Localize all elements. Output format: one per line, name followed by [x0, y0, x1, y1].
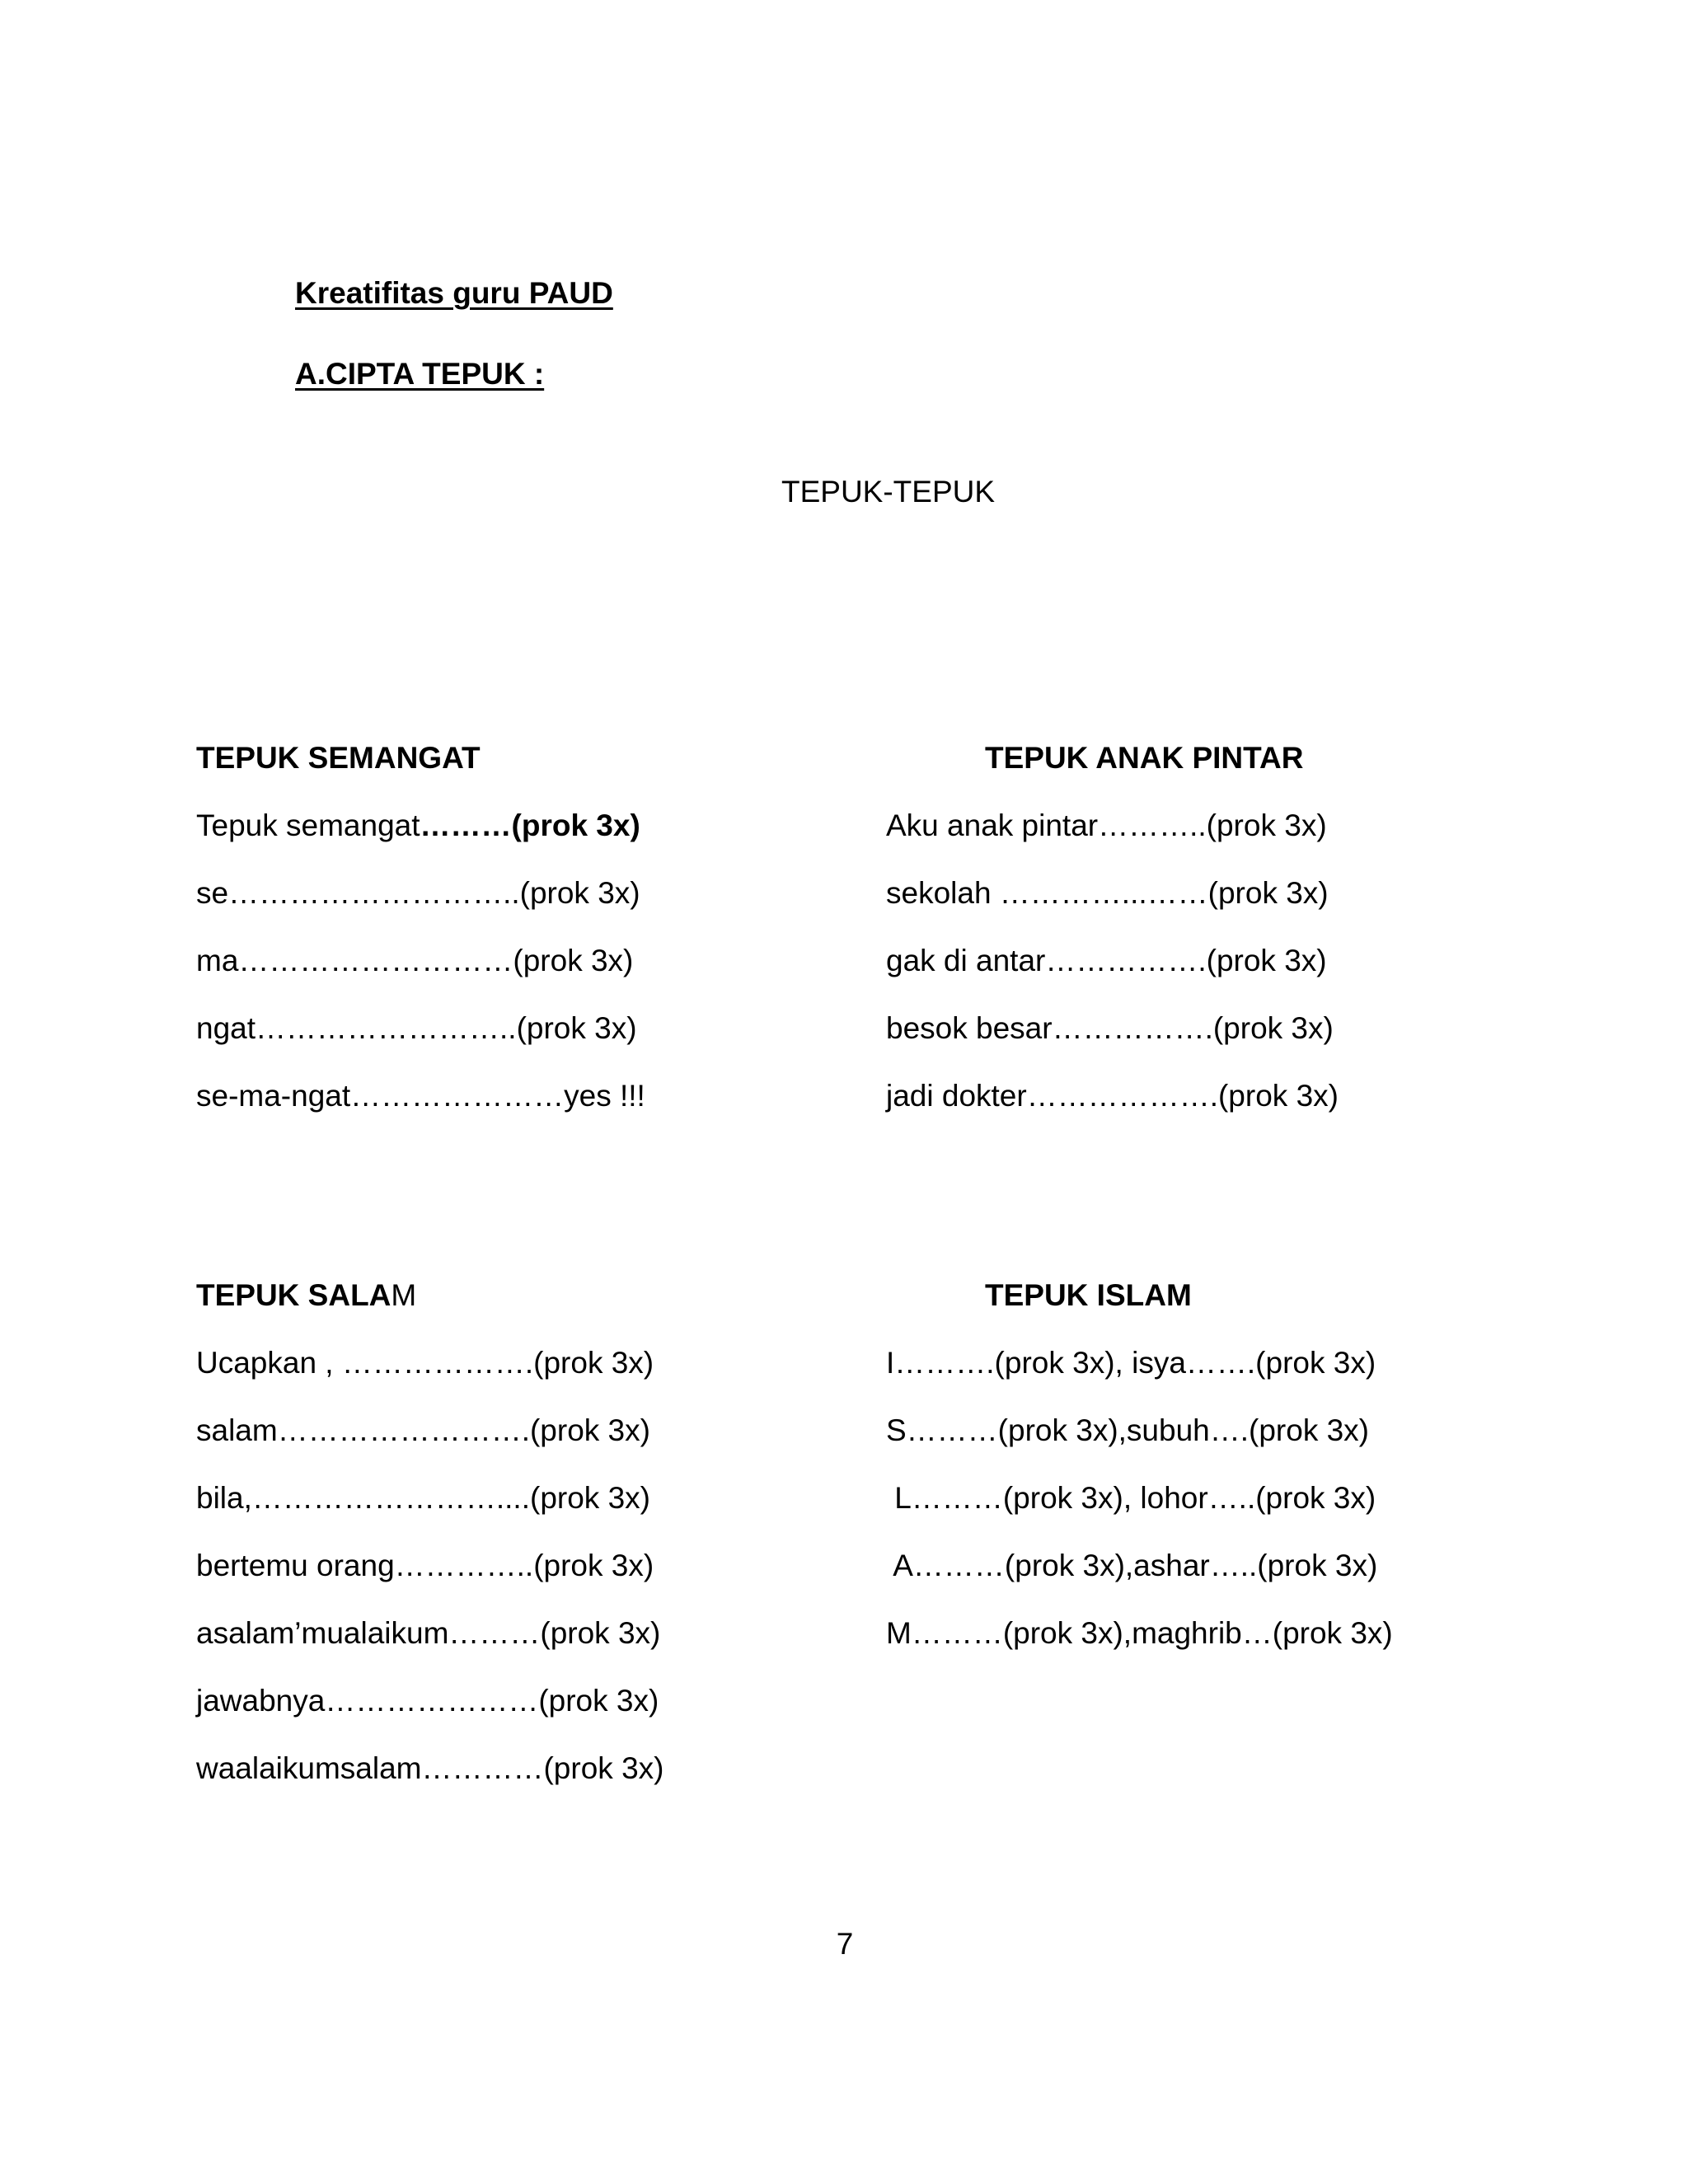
tepuk-salam-heading-tail: M — [391, 1278, 417, 1312]
tepuk-semangat-line-1 — [196, 808, 640, 844]
tepuk-salam-heading — [196, 1277, 416, 1314]
section-heading: A.CIPTA TEPUK : — [295, 357, 545, 391]
tepuk-semangat-line-5: se-ma-ngat…………………yes !!! — [196, 1079, 645, 1113]
tepuk-anak-pintar-heading: TEPUK ANAK PINTAR — [985, 741, 1304, 775]
page-number: 7 — [836, 1927, 854, 1961]
tepuk-salam-line-2: salam…………………….(prok 3x) — [196, 1413, 650, 1447]
tepuk-islam-heading: TEPUK ISLAM — [985, 1278, 1192, 1312]
tepuk-anak-pintar-line-2: sekolah …………...……(prok 3x) — [886, 876, 1329, 910]
subtitle: TEPUK-TEPUK — [781, 475, 996, 509]
tepuk-semangat-line-1-text: Tepuk semangat — [196, 808, 420, 842]
tepuk-islam-line-5: M………(prok 3x),maghrib…(prok 3x) — [886, 1616, 1393, 1650]
tepuk-islam-line-1: I……….(prok 3x), isya…….(prok 3x) — [886, 1346, 1376, 1380]
document-title: Kreatifitas guru PAUD — [295, 276, 613, 310]
tepuk-salam-line-4: bertemu orang…………..(prok 3x) — [196, 1549, 654, 1582]
tepuk-semangat-line-4: ngat……………………..(prok 3x) — [196, 1011, 637, 1045]
tepuk-semangat-heading: TEPUK SEMANGAT — [196, 741, 481, 775]
tepuk-salam-line-5: asalam’mualaikum………(prok 3x) — [196, 1616, 661, 1650]
tepuk-salam-heading-bold: TEPUK SALA — [196, 1278, 392, 1312]
tepuk-anak-pintar-line-3: gak di antar…………….(prok 3x) — [886, 944, 1327, 977]
tepuk-salam-line-6: jawabnya…………………(prok 3x) — [196, 1684, 659, 1718]
tepuk-islam-line-3: L………(prok 3x), lohor…..(prok 3x) — [886, 1481, 1376, 1515]
tepuk-salam-line-3: bila,……………………....(prok 3x) — [196, 1481, 650, 1515]
tepuk-salam-line-7: waalaikumsalam…………(prok 3x) — [196, 1751, 664, 1785]
tepuk-anak-pintar-line-4: besok besar…………….(prok 3x) — [886, 1011, 1334, 1045]
tepuk-islam-line-2: S………(prok 3x),subuh….(prok 3x) — [886, 1413, 1370, 1447]
tepuk-anak-pintar-line-1: Aku anak pintar………..(prok 3x) — [886, 808, 1327, 842]
tepuk-semangat-line-3: ma………………………(prok 3x) — [196, 944, 634, 977]
tepuk-semangat-line-2: se………………………..(prok 3x) — [196, 876, 640, 910]
tepuk-semangat-line-1-suffix: ………(prok 3x) — [420, 808, 640, 842]
tepuk-islam-line-4: A………(prok 3x),ashar…..(prok 3x) — [886, 1549, 1378, 1582]
tepuk-salam-line-1: Ucapkan , ……………….(prok 3x) — [196, 1346, 654, 1380]
tepuk-anak-pintar-line-5: jadi dokter……………….(prok 3x) — [886, 1079, 1339, 1113]
